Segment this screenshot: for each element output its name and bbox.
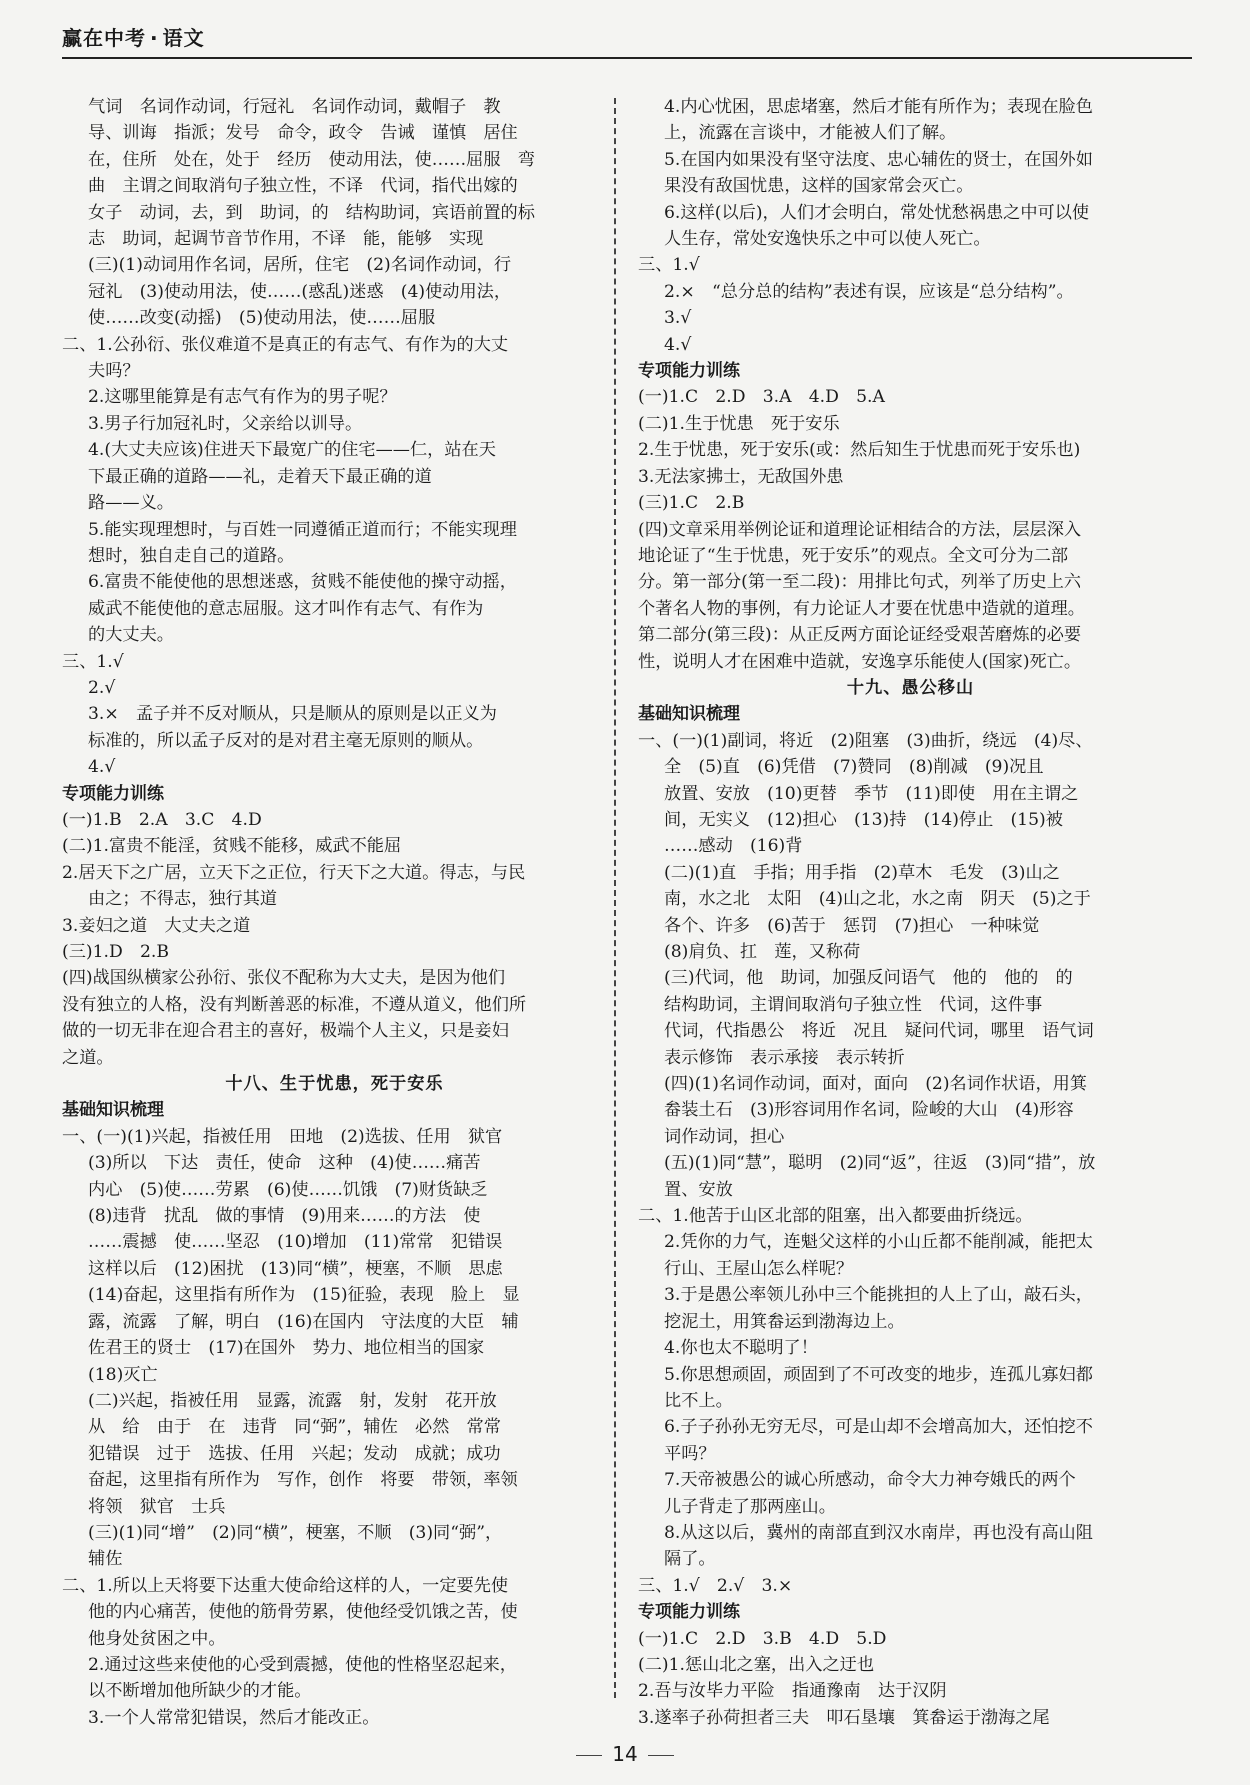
text-line: 的大丈夫。 bbox=[88, 625, 174, 646]
text-line: 曲 主谓之间取消句子独立性，不译 代词，指代出嫁的 bbox=[88, 176, 518, 197]
text-line: (14)奋起，这里指有所作为 (15)征验，表现 脸上 显 bbox=[88, 1285, 520, 1306]
page-header bbox=[62, 22, 1192, 59]
text-line: 7.天帝被愚公的诚心所感动，命令大力神夸娥氏的两个 bbox=[664, 1470, 1076, 1491]
text-line: 3.遂率子孙荷担者三夫 叩石垦壤 箕畚运于渤海之尾 bbox=[638, 1707, 1050, 1728]
text-line: (四)战国纵横家公孙衍、张仪不配称为大丈夫，是因为他们 bbox=[62, 968, 506, 989]
text-line: 南，水之北 太阳 (4)山之北，水之南 阴天 (5)之于 bbox=[664, 889, 1091, 910]
subject-title: 语文 bbox=[162, 26, 205, 50]
text-line: 没有独立的人格，没有判断善恶的标准，不遵从道义，他们所 bbox=[62, 994, 527, 1015]
text-line: 将领 狱官 士兵 bbox=[88, 1496, 226, 1517]
text-line: (18)灭亡 bbox=[88, 1364, 158, 1385]
text-line: 2.这哪里能算是有志气有作为的男子呢？ bbox=[88, 387, 397, 408]
text-line: 性，说明人才在困难中造就，安逸享乐能使人(国家)死亡。 bbox=[638, 651, 1082, 672]
text-line: 3.一个人常常犯错误，然后才能改正。 bbox=[88, 1707, 380, 1728]
text-line: 隔了。 bbox=[664, 1549, 716, 1570]
text-line: 3.√ bbox=[664, 308, 692, 329]
text-line: 分。第一部分(第一至二段)：用排比句式，列举了历史上六 bbox=[638, 572, 1082, 593]
text-line: 表示修饰 表示承接 表示转折 bbox=[664, 1047, 905, 1068]
text-line: (三)1.D 2.B bbox=[62, 942, 169, 962]
text-line: 5.在国内如果没有坚守法度、忠心辅佐的贤士，在国外如 bbox=[664, 149, 1093, 170]
column-divider bbox=[614, 98, 616, 1698]
text-line: 三、1.√ 2.√ 3.× bbox=[638, 1575, 793, 1596]
text-line: 4.你也太不聪明了！ bbox=[664, 1338, 818, 1359]
text-line: 由之；不得志，独行其道 bbox=[88, 889, 278, 910]
text-line: 二、1.所以上天将要下达重大使命给这样的人，一定要先使 bbox=[62, 1575, 509, 1596]
text-line: 之道。 bbox=[62, 1047, 114, 1068]
text-line: (三)(1)同“增” (2)同“横”，梗塞，不顺 (3)同“弼”， bbox=[88, 1522, 503, 1543]
text-line: 二、1.他苦于山区北部的阻塞，出入都要曲折绕远。 bbox=[638, 1206, 1033, 1227]
text-line: 二、1.公孙衍、张仪难道不是真正的有志气、有作为的大丈 bbox=[62, 334, 509, 355]
text-line: (二)(1)直 手指；用手指 (2)草木 毛发 (3)山之 bbox=[664, 862, 1060, 883]
text-line: (二)1.富贵不能淫，贫贱不能移，威武不能屈 bbox=[62, 836, 402, 857]
text-line: 放置、安放 (10)更替 季节 (11)即使 用在主谓之 bbox=[664, 783, 1079, 804]
text-line: 个著名人物的事例，有力论证人才要在忧患中造就的道理。 bbox=[638, 598, 1085, 619]
text-line: 置、安放 bbox=[664, 1179, 733, 1200]
text-line: 辅佐 bbox=[88, 1549, 123, 1570]
text-line: 佐君王的贤士 (17)在国外 势力、地位相当的国家 bbox=[88, 1338, 485, 1359]
text-line: 3.× 孟子并不反对顺从，只是顺从的原则是以正义为 bbox=[88, 704, 497, 725]
text-line: 导、训诲 指派；发号 命令，政令 告诫 谨慎 居住 bbox=[88, 123, 518, 144]
text-line: (四)文章采用举例论证和道理论证相结合的方法，层层深入 bbox=[638, 519, 1082, 540]
text-line: 犯错误 过于 选拔、任用 兴起；发动 成就；成功 bbox=[88, 1443, 501, 1464]
text-line: 3.妾妇之道 大丈夫之道 bbox=[62, 915, 251, 936]
text-line: 在，住所 处在，处于 经历 使动用法，使……屈服 弯 bbox=[88, 149, 535, 170]
text-line: 志 助词，起调节音节作用，不译 能，能够 实现 bbox=[88, 229, 484, 250]
text-line: 想时，独自走自己的道路。 bbox=[88, 545, 295, 566]
text-line: 6.子子孙孙无穷无尽，可是山却不会增高加大，还怕挖不 bbox=[664, 1417, 1093, 1438]
right-column bbox=[638, 94, 1183, 1731]
text-line: 各个、许多 (6)苦于 惩罚 (7)担心 一种味觉 bbox=[664, 915, 1040, 936]
text-line: 儿子背走了那两座山。 bbox=[664, 1496, 836, 1517]
text-line: 从 给 由于 在 违背 同“弼”，辅佐 必然 常常 bbox=[88, 1417, 501, 1438]
text-line: (二)1.惩山北之塞，出入之迂也 bbox=[638, 1654, 875, 1675]
section-heading: 基础知识梳理 bbox=[62, 1100, 164, 1121]
text-line: 地论证了“生于忧患，死于安乐”的观点。全文可分为二部 bbox=[638, 545, 1069, 566]
text-line: 上，流露在言谈中，才能被人们了解。 bbox=[664, 123, 957, 144]
text-line: (二)兴起，指被任用 显露，流露 射，发射 花开放 bbox=[88, 1390, 497, 1411]
text-line: 3.于是愚公率领儿孙中三个能挑担的人上了山，敲石头， bbox=[664, 1285, 1093, 1306]
text-line: 代词，代指愚公 将近 况且 疑问代词，哪里 语气词 bbox=[664, 1021, 1094, 1042]
text-line: 一、(一)(1)副词，将近 (2)阻塞 (3)曲折，绕远 (4)尽、 bbox=[638, 730, 1093, 751]
text-line: 以不断增加他所缺少的才能。 bbox=[88, 1681, 312, 1702]
text-line: 4.内心忧困，思虑堵塞，然后才能有所作为；表现在脸色 bbox=[664, 97, 1093, 117]
text-line: 2.居天下之广居，立天下之正位，行天下之大道。得志，与民 bbox=[62, 862, 526, 883]
text-line: 2.× “总分总的结构”表述有误，应该是“总分结构”。 bbox=[664, 281, 1074, 302]
text-line: 果没有敌国忧患，这样的国家常会灭亡。 bbox=[664, 176, 974, 197]
text-line: (三)代词，他 助词，加强反问语气 他的 他的 的 bbox=[664, 968, 1073, 989]
footer-dash bbox=[576, 1755, 602, 1756]
text-line: 全 (5)直 (6)凭借 (7)赞同 (8)削减 (9)况且 bbox=[664, 757, 1044, 778]
text-line: 他身处贫困之中。 bbox=[88, 1628, 226, 1649]
section-heading: 十九、愚公移山 bbox=[846, 677, 975, 698]
text-line: 5.能实现理想时，与百姓一同遵循正道而行；不能实现理 bbox=[88, 519, 517, 540]
text-line: 结构助词，主谓间取消句子独立性 代词，这件事 bbox=[664, 994, 1043, 1015]
text-line: 他的内心痛苦，使他的筋骨劳累，使他经受饥饿之苦，使 bbox=[88, 1602, 518, 1623]
header-separator: · bbox=[150, 26, 159, 50]
text-line: 间，无实义 (12)担心 (13)持 (14)停止 (15)被 bbox=[664, 809, 1063, 830]
text-line: (二)1.生于忧患 死于安乐 bbox=[638, 413, 840, 434]
text-line: 一、(一)(1)兴起，指被任用 田地 (2)选拔、任用 狱官 bbox=[62, 1126, 503, 1147]
text-line: 气词 名词作动词，行冠礼 名词作动词，戴帽子 教 bbox=[88, 97, 501, 117]
text-line: ……震撼 使……坚忍 (10)增加 (11)常常 犯错误 bbox=[88, 1232, 503, 1253]
book-title: 赢在中考 bbox=[62, 26, 146, 50]
text-line: (一)1.C 2.D 3.A 4.D 5.A bbox=[638, 387, 885, 408]
text-line: (一)1.C 2.D 3.B 4.D 5.D bbox=[638, 1628, 887, 1649]
text-line: 内心 (5)使……劳累 (6)使……饥饿 (7)财货缺乏 bbox=[88, 1179, 488, 1200]
text-line: 奋起，这里指有所作为 写作，创作 将要 带领，率领 bbox=[88, 1470, 518, 1491]
text-line: 三、1.√ bbox=[638, 255, 700, 276]
text-line: (8)肩负、扛 莲，又称荷 bbox=[664, 942, 861, 962]
text-line: 3.无法家拂士，无敌国外患 bbox=[638, 466, 844, 487]
text-line: 8.从这以后，冀州的南部直到汉水南岸，再也没有高山阻 bbox=[664, 1522, 1093, 1543]
page-number: 14 bbox=[612, 1742, 638, 1766]
section-heading: 专项能力训练 bbox=[638, 1602, 740, 1623]
text-line: 做的一切无非在迎合君主的喜好，极端个人主义，只是妾妇 bbox=[62, 1021, 509, 1042]
text-line: 畚装土石 (3)形容词用作名词，险峻的大山 (4)形容 bbox=[664, 1100, 1074, 1121]
text-line: (四)(1)名词作动词，面对，面向 (2)名词作状语，用箕 bbox=[664, 1074, 1088, 1095]
text-line: 路——义。 bbox=[88, 493, 174, 514]
text-line: 行山、王屋山怎么样呢？ bbox=[664, 1258, 854, 1279]
text-line: 使……改变(动摇) (5)使动用法，使……屈服 bbox=[88, 308, 436, 329]
text-line: ……感动 (16)背 bbox=[664, 836, 803, 857]
section-heading: 专项能力训练 bbox=[638, 361, 740, 382]
text-line: 2.吾与汝毕力平险 指通豫南 达于汉阴 bbox=[638, 1681, 947, 1702]
text-line: 露，流露 了解，明白 (16)在国内 守法度的大臣 辅 bbox=[88, 1311, 519, 1332]
text-line: 夫吗？ bbox=[88, 361, 140, 382]
text-line: (三)(1)动词用作名词，居所，住宅 (2)名词作动词，行 bbox=[88, 255, 512, 276]
text-line: (五)(1)同“慧”，聪明 (2)同“返”，往返 (3)同“措”，放 bbox=[664, 1153, 1096, 1174]
left-column bbox=[62, 94, 607, 1731]
section-heading: 十八、生于忧患，死于安乐 bbox=[225, 1074, 444, 1095]
text-line: 2.通过这些来使他的心受到震撼，使他的性格坚忍起来， bbox=[88, 1654, 517, 1675]
text-line: 比不上。 bbox=[664, 1390, 733, 1411]
text-line: (8)违背 扰乱 做的事情 (9)用来……的方法 使 bbox=[88, 1206, 481, 1227]
text-line: 女子 动词，去，到 助词，的 结构助词，宾语前置的标 bbox=[88, 202, 535, 223]
text-line: 4.(大丈夫应该)住进天下最宽广的住宅——仁，站在天 bbox=[88, 440, 496, 461]
page-number-footer bbox=[0, 1742, 1250, 1766]
text-line: 6.这样(以后)，人们才会明白，常处忧愁祸患之中可以使 bbox=[664, 202, 1090, 223]
text-line: (一)1.B 2.A 3.C 4.D bbox=[62, 809, 262, 830]
text-line: 4.√ bbox=[664, 334, 692, 355]
text-line: 2.生于忧患，死于安乐(或：然后知生于忧患而死于安乐也) bbox=[638, 440, 1081, 461]
text-line: 2.凭你的力气，连魁父这样的小山丘都不能削减，能把太 bbox=[664, 1232, 1093, 1253]
text-line: 这样以后 (12)困扰 (13)同“横”，梗塞，不顺 思虑 bbox=[88, 1258, 503, 1279]
text-line: 冠礼 (3)使动用法，使……(惑乱)迷惑 (4)使动用法， bbox=[88, 281, 512, 302]
text-line: 三、1.√ bbox=[62, 651, 124, 672]
text-line: 威武不能使他的意志屈服。这才叫作有志气、有作为 bbox=[88, 598, 484, 619]
text-line: 4.√ bbox=[88, 757, 116, 778]
text-line: 标准的，所以孟子反对的是对君主毫无原则的顺从。 bbox=[88, 730, 484, 751]
text-line: 下最正确的道路——礼，走着天下最正确的道 bbox=[88, 466, 432, 487]
text-line: (3)所以 下达 责任，使命 这种 (4)使……痛苦 bbox=[88, 1153, 481, 1174]
section-heading: 基础知识梳理 bbox=[638, 704, 740, 725]
text-line: 挖泥土，用箕畚运到渤海边上。 bbox=[664, 1311, 905, 1332]
text-line: 平吗？ bbox=[664, 1443, 716, 1464]
text-line: (三)1.C 2.B bbox=[638, 493, 745, 514]
text-line: 人生存，常处安逸快乐之中可以使人死亡。 bbox=[664, 229, 991, 250]
text-line: 词作动词，担心 bbox=[664, 1126, 785, 1147]
text-line: 2.√ bbox=[88, 677, 116, 698]
text-line: 6.富贵不能使他的思想迷惑，贫贱不能使他的操守动摇， bbox=[88, 572, 517, 593]
footer-dash bbox=[648, 1755, 674, 1756]
text-line: 3.男子行加冠礼时，父亲给以训导。 bbox=[88, 413, 363, 434]
section-heading: 专项能力训练 bbox=[62, 783, 164, 804]
text-line: 第二部分(第三段)：从正反两方面论证经受艰苦磨炼的必要 bbox=[638, 625, 1082, 646]
text-line: 5.你思想顽固，顽固到了不可改变的地步，连孤儿寡妇都 bbox=[664, 1364, 1093, 1385]
